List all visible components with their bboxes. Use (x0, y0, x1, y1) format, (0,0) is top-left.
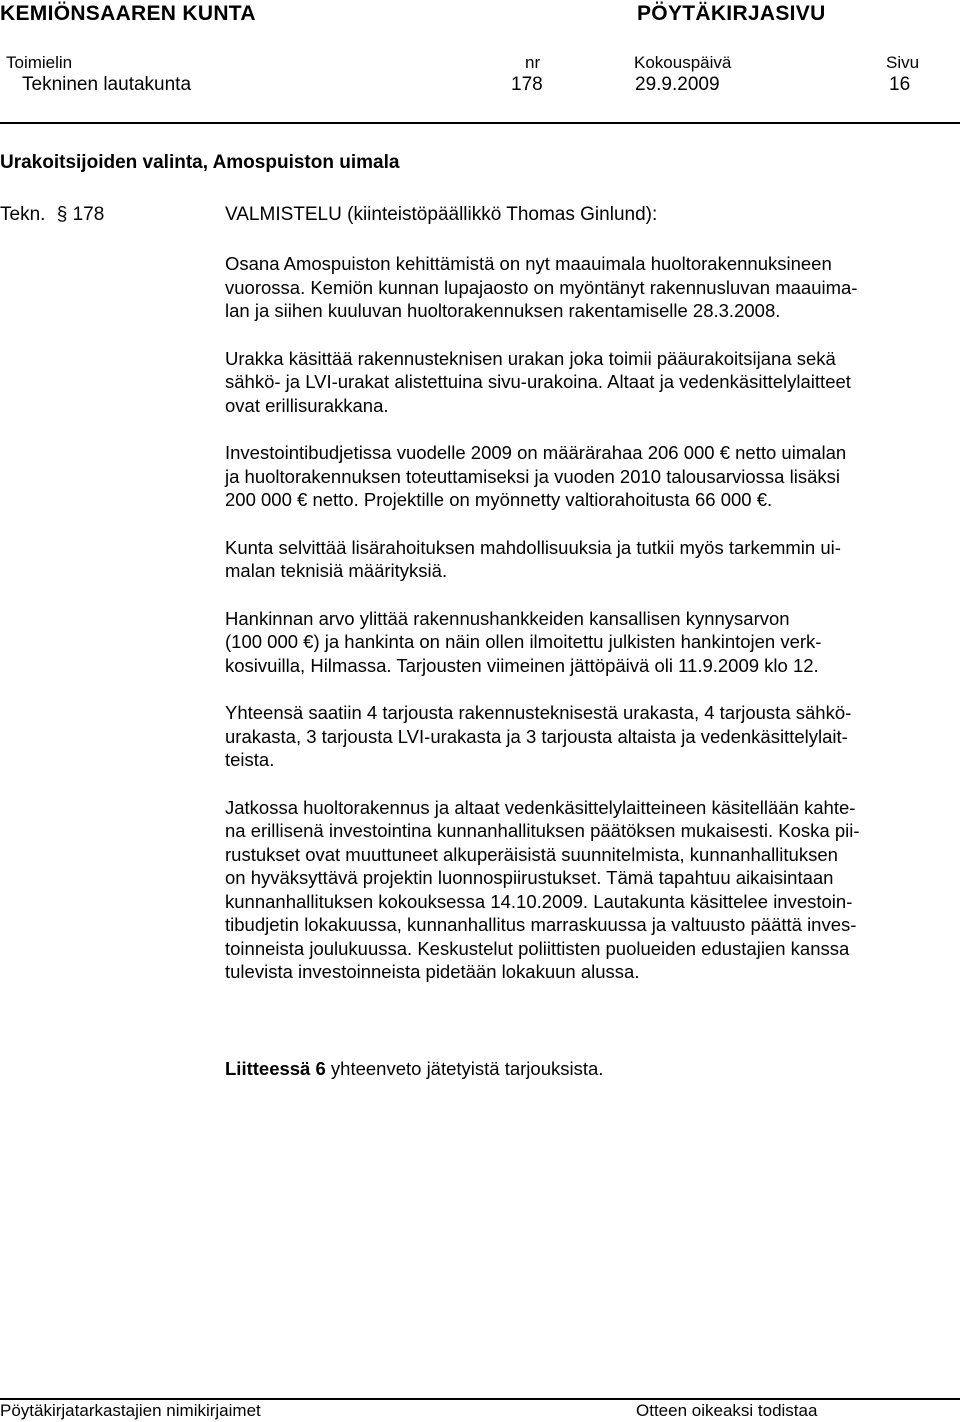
text-line: Yhteensä saatiin 4 tarjousta rakennusteknisestä urakasta, 4 tarjousta sähkö- (225, 702, 852, 723)
text-line: ovat erillisurakkana. (225, 394, 389, 416)
text-line: Urakka käsittää rakennusteknisen urakan joka toimii pääurakoitsijana sekä (225, 347, 836, 369)
text-line: 200 000 € netto. Projektille on myönnetty valtiorahoitusta 66 000 €. (225, 489, 773, 510)
paragraph (225, 701, 945, 772)
text-line: kunnanhallituksen kokouksessa 14.10.2009. Lautakunta käsittelee investoin- (225, 890, 853, 912)
text-line: kosivuilla, Hilmassa. Tarjousten viimeinen jättöpäivä oli 11.9.2009 klo 12. (225, 654, 819, 676)
text-line: rustukset ovat muuttuneet alkuperäisistä suunnitelmista, kunnanhallituksen (225, 843, 838, 865)
attachment-text: yhteenveto jätetyistä tarjouksista. (325, 1058, 604, 1079)
footer-certification: Otteen oikeaksi todistaa (636, 1401, 818, 1420)
paragraph (225, 441, 945, 512)
label-body: Toimielin (6, 53, 73, 72)
text-line: toinneista joulukuussa. Keskustelut poliittisten puolueiden edustajien kanssa (225, 937, 850, 959)
footer-rule (0, 1398, 960, 1400)
text-line: sähkö- ja LVI-urakat alistettuina sivu-urakoina. Altaat ja vedenkäsittelylaitteet (225, 371, 851, 392)
text-line: lan ja siihen kuuluvan huoltorakennuksen rakentamiselle 28.3.2008. (225, 300, 781, 321)
header-rule (0, 122, 960, 124)
document-type: PÖYTÄKIRJASIVU (637, 2, 826, 25)
value-date: 29.9.2009 (635, 74, 720, 95)
value-nr: 178 (511, 74, 543, 95)
footer-inspectors: Pöytäkirjatarkastajien nimikirjaimet (0, 1401, 261, 1420)
label-date: Kokouspäivä (634, 53, 732, 72)
text-line: Kunta selvittää lisärahoituksen mahdollisuuksia ja tutkii myös tarkemmin ui- (225, 536, 841, 558)
text-line: tulevista investoinneista pidetään lokakuun alussa. (225, 961, 640, 982)
text-line: (100 000 €) ja hankinta on näin ollen ilmoitettu julkisten hankintojen verk- (225, 631, 822, 652)
paragraph (225, 536, 945, 583)
text-line: tibudjetin lokakuussa, kunnanhallitus marraskuussa ja valtuusto päättä inves- (225, 914, 857, 935)
value-body: Tekninen lautakunta (22, 74, 192, 95)
municipality-name: KEMIÖNSAAREN KUNTA (0, 2, 256, 25)
label-page: Sivu (886, 53, 920, 72)
reference-number: 178 (72, 204, 105, 225)
text-line: teista. (225, 749, 275, 770)
reference-prefix: Tekn. (0, 204, 46, 225)
attachment-label: Liitteessä 6 (225, 1058, 326, 1079)
attachment-note (225, 1058, 603, 1080)
text-line: na erillisenä investointina kunnanhallituksen päätöksen mukaisesti. Koska pii- (225, 820, 860, 841)
text-line: Hankinnan arvo ylittää rakennushankkeiden kansallisen kynnysarvon (225, 607, 790, 629)
text-line: vuorossa. Kemiön kunnan lupajaosto on myöntänyt rakennusluvan maauima- (225, 276, 858, 298)
text-line: malan teknisiä määrityksiä. (225, 560, 448, 581)
text-line: Investointibudjetissa vuodelle 2009 on määrärahaa 206 000 € netto uimalan (225, 442, 847, 463)
value-page: 16 (889, 74, 911, 95)
text-line: on hyväksyttävä projektin luonnospiirustukset. Tämä tapahtuu aikaisintaan (225, 867, 834, 888)
paragraph (225, 252, 945, 323)
text-line: Osana Amospuiston kehittämistä on nyt maauimala huoltorakennuksineen (225, 253, 832, 274)
text-line: Jatkossa huoltorakennus ja altaat vedenkäsittelylaitteineen käsitellään kahte- (225, 796, 856, 818)
preparation-heading: VALMISTELU (kiinteistöpäällikkö Thomas Ginlund): (225, 204, 658, 225)
paragraph (225, 607, 945, 678)
text-line: urakasta, 3 tarjousta LVI-urakasta ja 3 tarjousta altaista ja vedenkäsittelylait- (225, 725, 848, 747)
label-nr: nr (525, 53, 541, 72)
text-line: ja huoltorakennuksen toteuttamiseksi ja vuoden 2010 talousarviossa lisäksi (225, 465, 840, 487)
body-text (225, 252, 945, 1008)
paragraph (225, 347, 945, 418)
reference-symbol: § (56, 204, 68, 225)
section-title: Urakoitsijoiden valinta, Amospuiston uimala (0, 152, 400, 173)
paragraph-reference (0, 204, 104, 226)
paragraph (225, 796, 945, 984)
